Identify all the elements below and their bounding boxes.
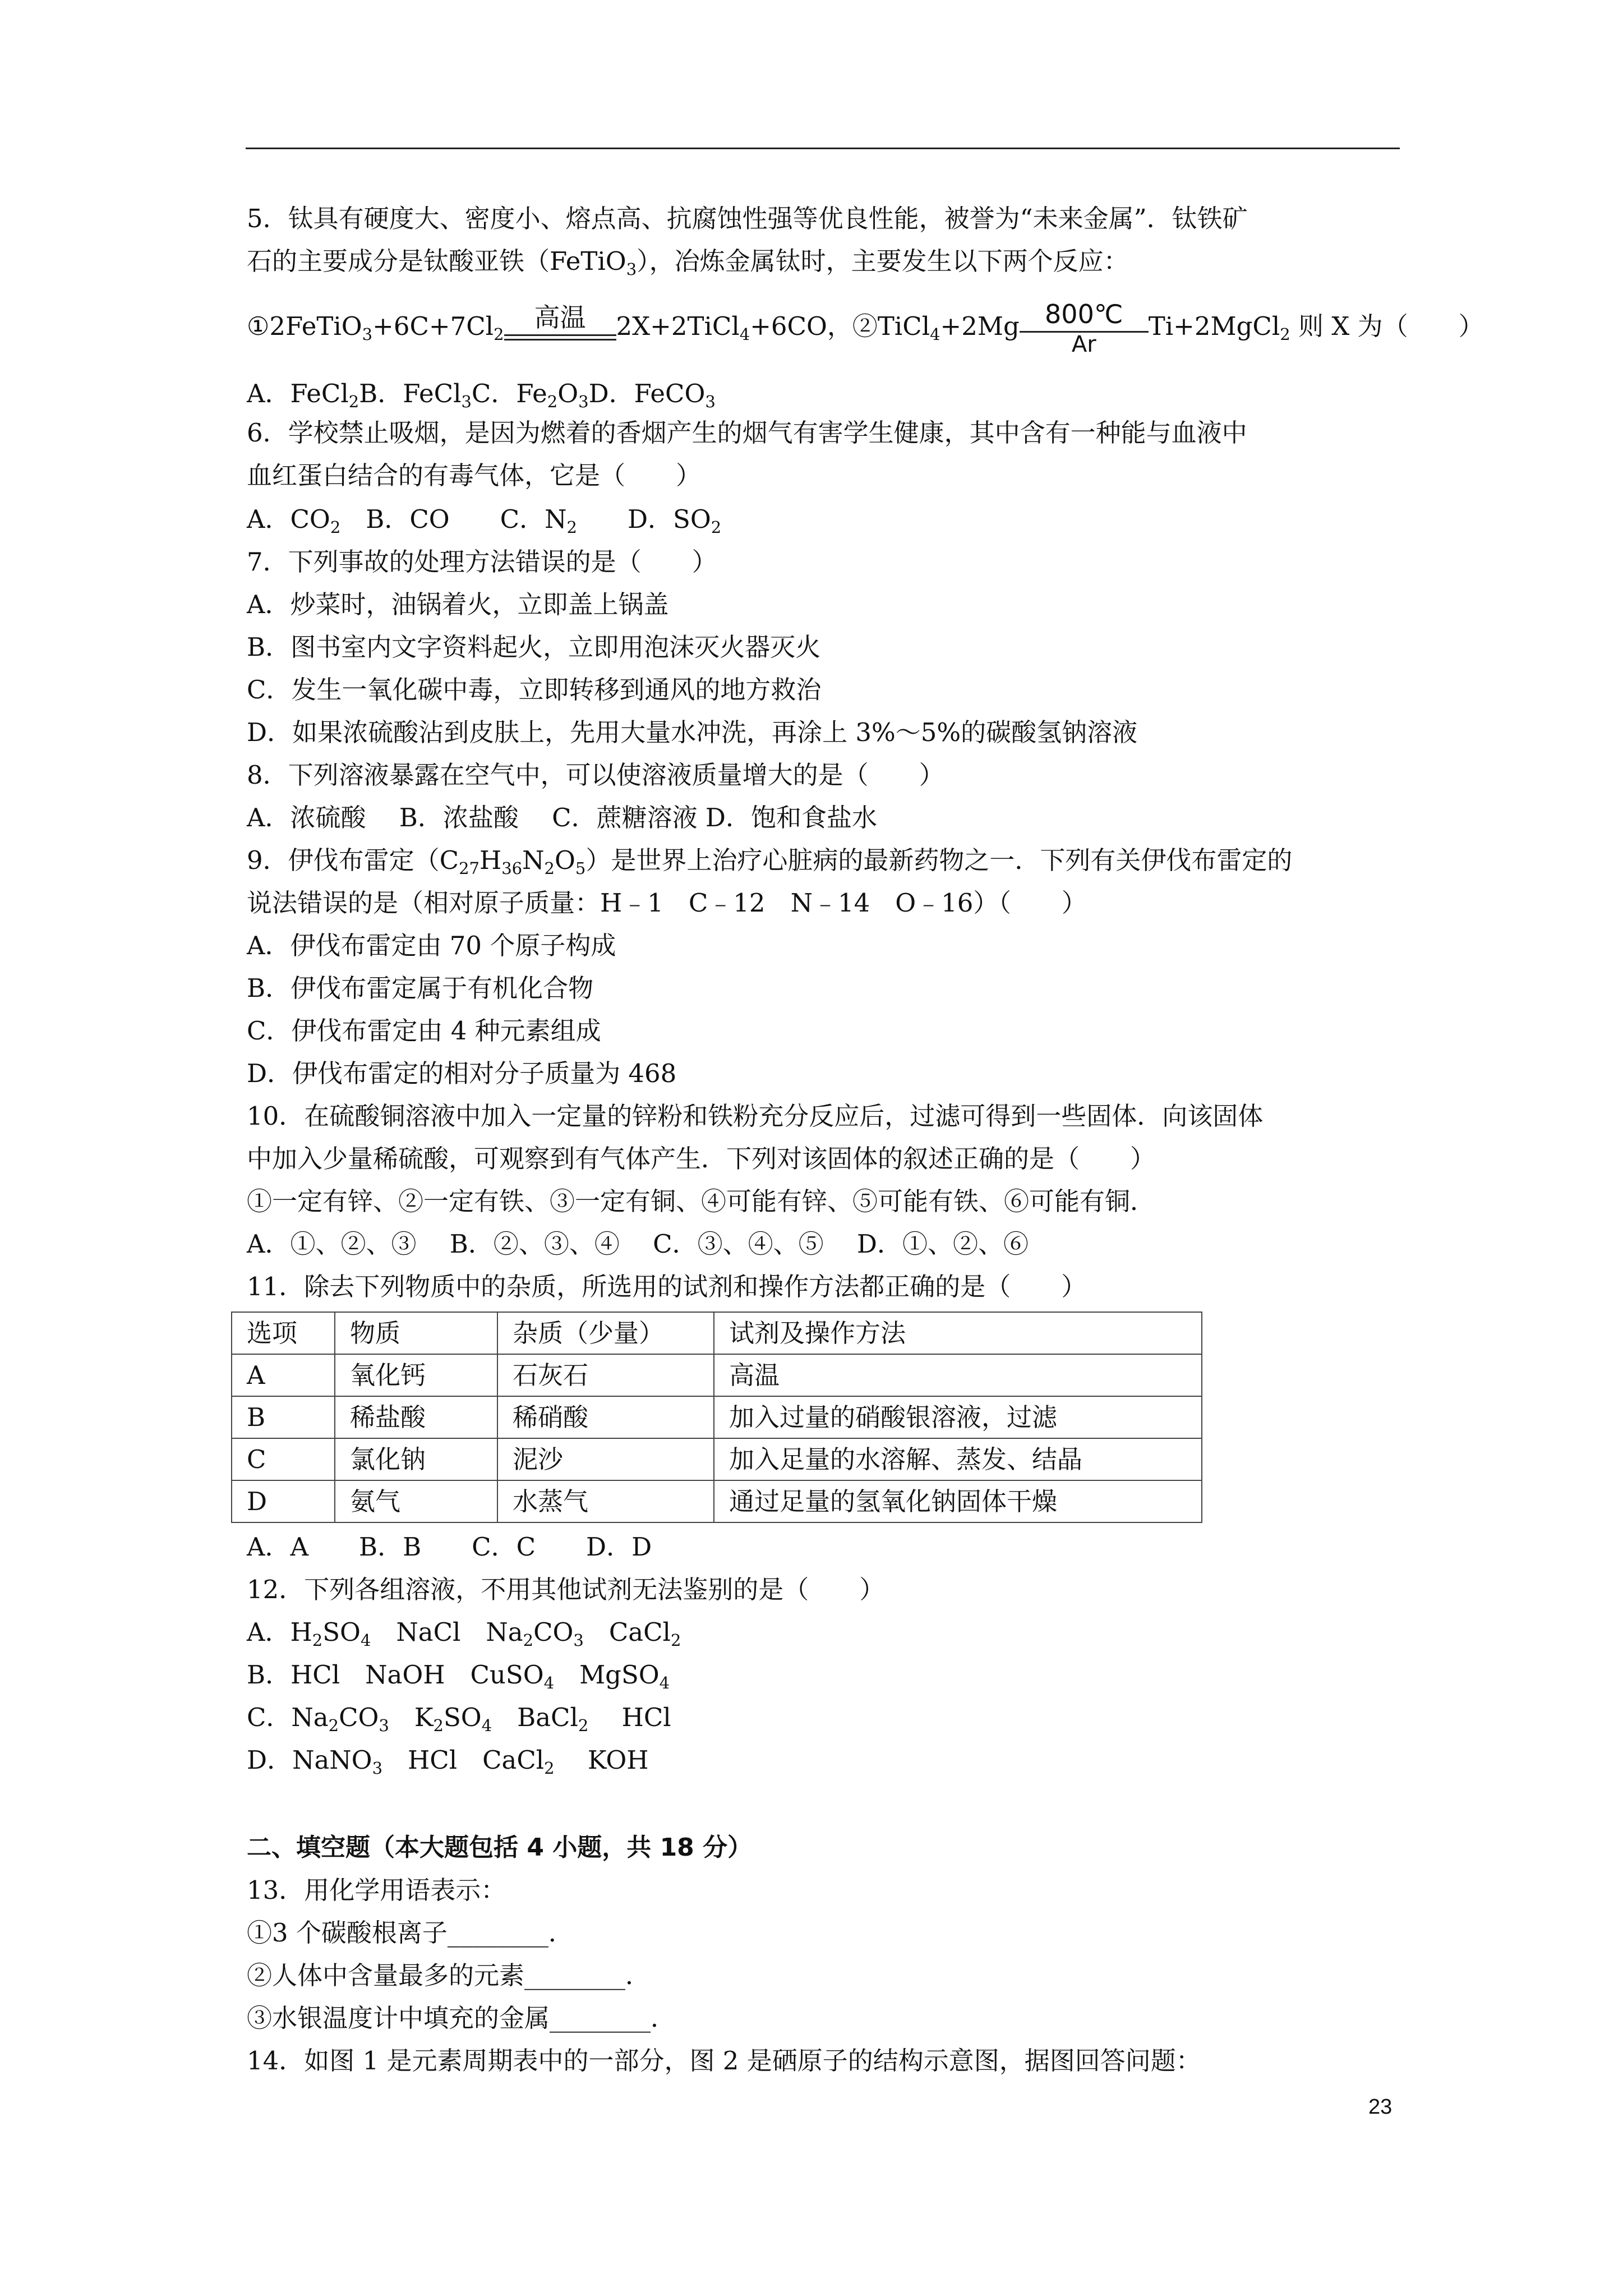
table-header-cell: 试剂及操作方法 — [714, 1312, 1202, 1354]
q5-options: A．FeCl$_2$B．FeCl$_3$C．$Fe_2O_3D$．FeCO$_3$ — [247, 379, 716, 411]
temp-argon-condition: $\frac{800℃}{Ar}$ — [1020, 310, 1149, 343]
table-row — [232, 1354, 1202, 1396]
q7-stem: 7．下列事故的处理方法错误的是（ ） — [247, 547, 717, 577]
q7-option-d: D．如果浓硫酸沾到皮肤上，先用大量水冲洗，再涂上 3%～5%的碳酸氢钠溶液 — [247, 717, 1138, 747]
q9-line1: 9．伊伐布雷定$(C_{27}H_{36}N_2O_5)$是世界上治疗心脏病的最新药物之一．下列有关伊伐布雷定的 — [247, 845, 1293, 878]
table-cell: 通过足量的氢氧化钠固体干燥 — [714, 1480, 1202, 1522]
table-row — [232, 1480, 1202, 1522]
table-cell: 稀硝酸 — [497, 1396, 714, 1438]
q13-stem: 13．用化学用语表示： — [247, 1875, 506, 1905]
table-cell: 加入过量的硝酸银溶液，过滤 — [714, 1396, 1202, 1438]
table-row — [232, 1396, 1202, 1438]
q9-option-d: D．伊伐布雷定的相对分子质量为 468 — [247, 1059, 677, 1088]
q12-option-a: A．$H_2SO_4$ NaCl $Na_2CO_3$ CaCl$_2$ — [247, 1617, 681, 1650]
table-cell: 稀盐酸 — [335, 1396, 497, 1438]
q12-option-b: B．HCl NaOH CuSO$_4$ MgSO$_4$ — [247, 1660, 670, 1692]
q9-option-c: C．伊伐布雷定由 4 种元素组成 — [247, 1016, 601, 1046]
q10-line2: 中加入少量稀硫酸，可观察到有气体产生．下列对该固体的叙述正确的是（ ） — [247, 1144, 1156, 1174]
q13-item-3: ③水银温度计中填充的金属________． — [247, 2003, 676, 2033]
q10-line1: 10．在硫酸铜溶液中加入一定量的锌粉和铁粉充分反应后，过滤可得到一些固体．向该固体 — [247, 1101, 1264, 1131]
q5-line2: 石的主要成分是钛酸亚铁（FeTiO$_3$），冶炼金属钛时，主要发生以下两个反应： — [247, 246, 1129, 279]
table-cell: 高温 — [714, 1354, 1202, 1396]
table-cell: C — [232, 1438, 335, 1480]
q9-line2: 说法错误的是（相对原子质量：H﹣1 C﹣12 N﹣14 O﹣16）（ ） — [247, 888, 1087, 918]
page-number: 23 — [1368, 2095, 1393, 2119]
table-cell: 水蒸气 — [497, 1480, 714, 1522]
table-row — [232, 1438, 1202, 1480]
q5-reactions: $①2FeTiO_3+6C+7Cl_2$ 高温 2X+2TiCl$_4$+6CO，②TiCl$_4$+2Mg $\frac{800℃}{Ar}$ Ti+2MgCl$_2$ 则 X 为（ ） — [247, 299, 1484, 357]
q11-stem: 11．除去下列物质中的杂质，所选用的试剂和操作方法都正确的是（ ） — [247, 1272, 1087, 1301]
q6-options: A．$CO_2$ B．CO C．$N_2$ D．$SO_2$ — [247, 504, 722, 537]
q11-table — [231, 1312, 1202, 1523]
table-cell: 泥沙 — [497, 1438, 714, 1480]
table-header-cell: 选项 — [232, 1312, 335, 1354]
q7-option-c: C．发生一氧化碳中毒，立即转移到通风的地方救治 — [247, 675, 822, 705]
table-cell: 氨气 — [335, 1480, 497, 1522]
table-cell: D — [232, 1480, 335, 1522]
q6-line2: 血红蛋白结合的有毒气体，它是（ ） — [247, 461, 702, 490]
q8-stem: 8．下列溶液暴露在空气中，可以使溶液质量增大的是（ ） — [247, 760, 944, 790]
q12-option-d: D．NaNO$_3$ HCl CaCl$_2$ KOH — [247, 1745, 649, 1778]
q14-stem: 14．如图 1 是元素周期表中的一部分，图 2 是硒原子的结构示意图，据图回答问题： — [247, 2046, 1201, 2076]
q10-options: A．①、②、③ B．②、③、④ C．③、④、⑤ D．①、②、⑥ — [247, 1229, 1029, 1259]
q5-line1: 5．钛具有硬度大、密度小、熔点高、抗腐蚀性强等优良性能，被誉为“未来金属”．钛铁矿 — [247, 204, 1248, 233]
q13-item-1: ①3 个碳酸根离子________． — [247, 1918, 574, 1948]
q7-option-b: B．图书室内文字资料起火，立即用泡沫灭火器灭火 — [247, 632, 821, 662]
table-cell: A — [232, 1354, 335, 1396]
table-cell: 氯化钠 — [335, 1438, 497, 1480]
table-header-cell: 物质 — [335, 1312, 497, 1354]
high-temp-condition: 高温 — [504, 310, 616, 343]
table-header-row — [232, 1312, 1202, 1354]
header-rule — [246, 148, 1400, 149]
table-cell: 加入足量的水溶解、蒸发、结晶 — [714, 1438, 1202, 1480]
q6-line1: 6．学校禁止吸烟，是因为燃着的香烟产生的烟气有害学生健康，其中含有一种能与血液中 — [247, 418, 1247, 448]
q12-option-c: C．$Na_2CO_3$ $K_2SO_4$ BaCl$_2$ HCl — [247, 1703, 671, 1735]
table-header-cell: 杂质（少量） — [497, 1312, 714, 1354]
q13-item-2: ②人体中含量最多的元素________． — [247, 1961, 651, 1990]
table-cell: 石灰石 — [497, 1354, 714, 1396]
q11-options: A．A B．B C．C D．D — [247, 1532, 652, 1562]
section-heading: 二、填空题（本大题包括 4 小题，共 18 分） — [247, 1833, 753, 1862]
q9-option-b: B．伊伐布雷定属于有机化合物 — [247, 973, 594, 1003]
table-cell: B — [232, 1396, 335, 1438]
q10-line3: ①一定有锌、②一定有铁、③一定有铜、④可能有锌、⑤可能有铁、⑥可能有铜． — [247, 1186, 1156, 1216]
q8-options: A．浓硫酸 B．浓盐酸 C．蔗糖溶液 D．饱和食盐水 — [247, 803, 877, 832]
table-cell: 氧化钙 — [335, 1354, 497, 1396]
q9-option-a: A．伊伐布雷定由 70 个原子构成 — [247, 931, 616, 960]
q7-option-a: A．炒菜时，油锅着火，立即盖上锅盖 — [247, 590, 669, 619]
q12-stem: 12．下列各组溶液，不用其他试剂无法鉴别的是（ ） — [247, 1575, 885, 1604]
